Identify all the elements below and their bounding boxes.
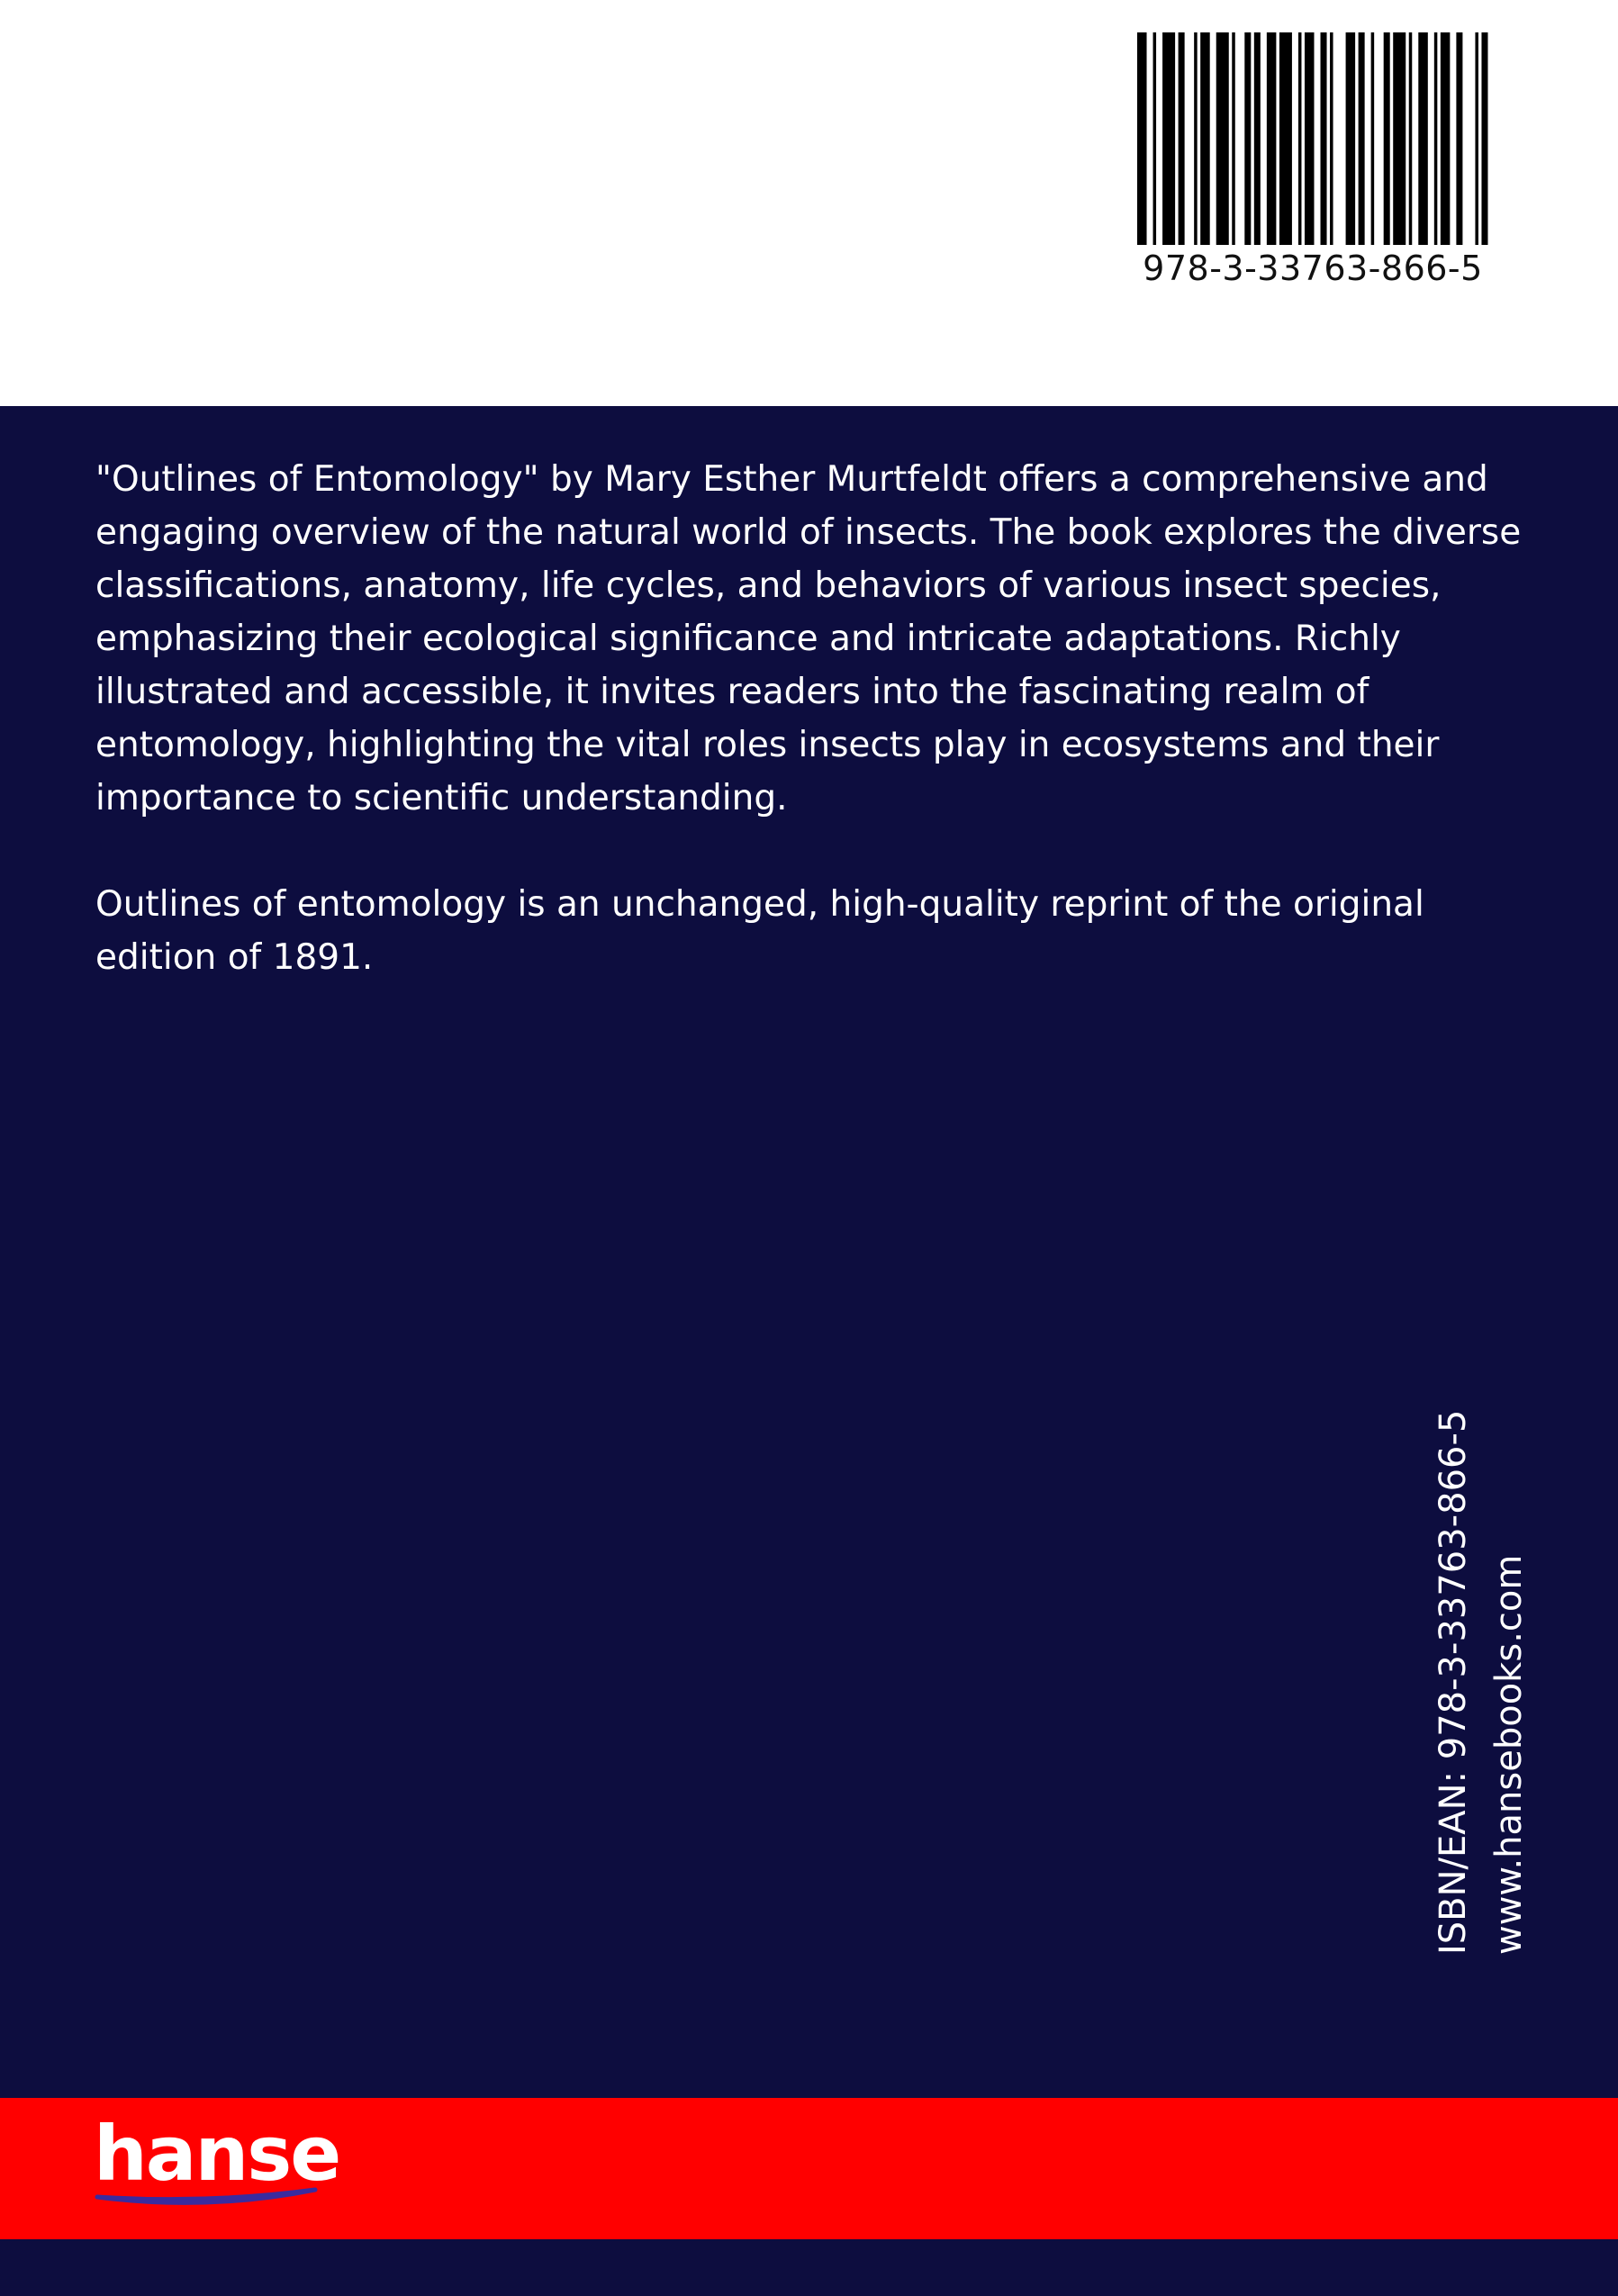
barcode-bar [1162,32,1175,245]
barcode-bar [1216,32,1229,245]
barcode-bar [1194,32,1198,245]
barcode-bar [1244,32,1251,245]
barcode-number: 978-3-33763-866-5 [1143,249,1483,288]
back-cover-panel [0,406,1618,2098]
isbn-ean-label: ISBN/EAN: 978-3-33763-866-5 [1433,1409,1474,1955]
barcode-bar [1254,32,1261,245]
vertical-info [1425,1409,1533,1964]
barcode-bar [1384,32,1390,245]
barcode-bar [1200,32,1210,245]
barcode-bar [1305,32,1315,245]
description-paragraph: "Outlines of Entomology" by Mary Esther Murtfeldt offers a comprehensive and engaging overview of the natural world of insects. The book explores the diverse classifications, anatomy, life cycles, and behaviors of various insect species, emphasizing their ecological significance and intricate adaptations. Richly illustrated and accessible, it invites readers into the fascinating realm of entomology, highlighting the vital roles insects play in ecosystems and their importance to scientific understanding. [95,459,1522,818]
barcode-bar [1481,32,1487,245]
barcode-bar [1393,32,1406,245]
barcode-bar [1321,32,1327,245]
barcode-bar [1153,32,1157,245]
barcode [1137,32,1497,288]
barcode-bar [1434,32,1438,245]
publisher-website: www.hansebooks.com [1488,1554,1530,1955]
barcode-bar [1371,32,1375,245]
barcode-bar [1179,32,1185,245]
barcode-bar [1441,32,1451,245]
barcode-bar [1475,32,1478,245]
barcode-bar [1232,32,1235,245]
top-white-band [0,0,1618,406]
barcode-bar [1279,32,1292,245]
barcode-bars [1137,32,1497,245]
publisher-band [0,2098,1618,2239]
barcode-bar [1267,32,1277,245]
barcode-bar [1298,32,1302,245]
barcode-bar [1418,32,1428,245]
logo-wordmark: hanse [94,2110,340,2198]
barcode-bar [1359,32,1365,245]
barcode-bar [1409,32,1413,245]
book-description [95,453,1527,1037]
barcode-bar [1456,32,1462,245]
barcode-bar [1330,32,1333,245]
reprint-note: Outlines of entomology is an unchanged, high-quality reprint of the original edition of 1891. [95,884,1424,978]
hanse-logo [94,2110,340,2208]
barcode-bar [1137,32,1147,245]
barcode-bar [1346,32,1356,245]
bottom-dark-band [0,2239,1618,2296]
